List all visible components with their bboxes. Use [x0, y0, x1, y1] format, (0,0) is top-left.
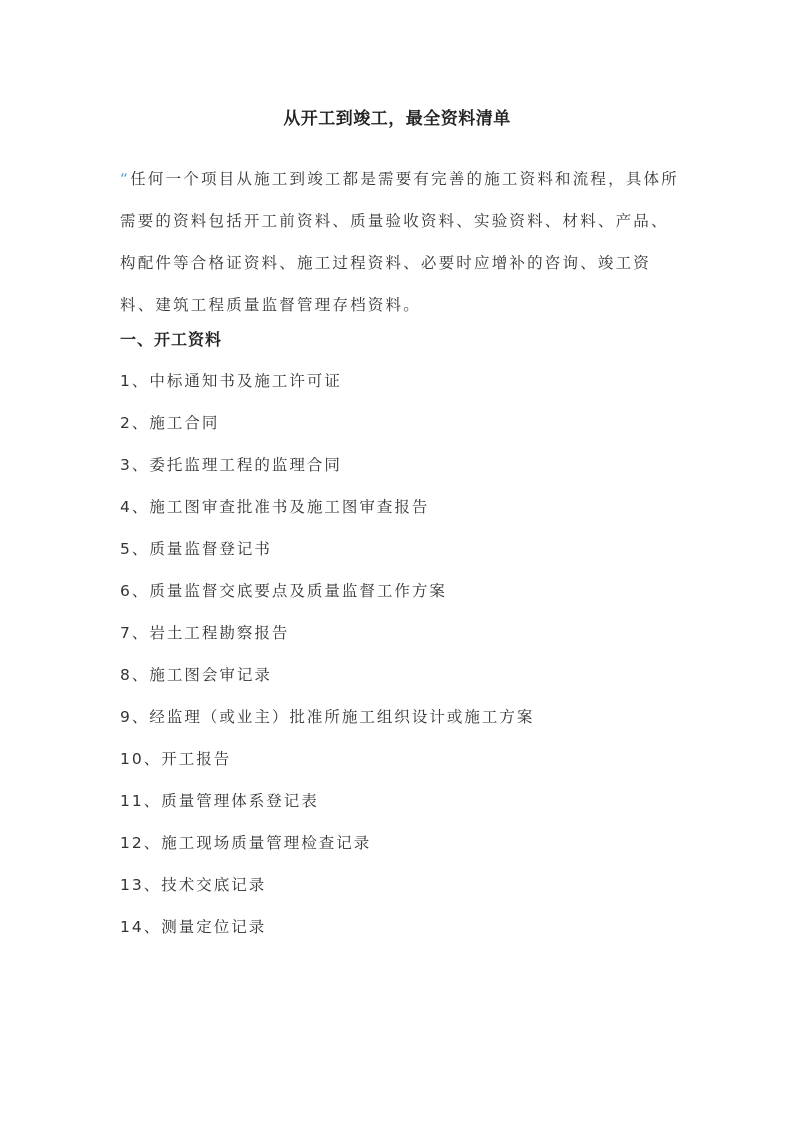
intro-quote-mark: “	[120, 170, 131, 188]
intro-text: 任何一个项目从施工到竣工都是需要有完善的施工资料和流程，具体所需要的资料包括开工前资料、质量验收资料、实验资料、材料、产品、构配件等合格证资料、施工过程资料、必要时应增补的咨询、竣工资料、建筑工程质量监督管理存档资料。	[120, 170, 679, 314]
list-item: 11、质量管理体系登记表	[120, 792, 319, 810]
list-item: 5、质量监督登记书	[120, 540, 272, 558]
section-heading: 一、开工资料	[120, 330, 223, 349]
list-item: 10、开工报告	[120, 750, 232, 768]
list-item: 14、测量定位记录	[120, 918, 267, 936]
list-item: 8、施工图会审记录	[120, 666, 272, 684]
list-item: 3、委托监理工程的监理合同	[120, 456, 342, 474]
document-title: 从开工到竣工，最全资料清单	[283, 109, 511, 129]
list-item: 7、岩土工程勘察报告	[120, 624, 290, 642]
list-item: 6、质量监督交底要点及质量监督工作方案	[120, 582, 447, 600]
intro-paragraph	[120, 158, 680, 326]
list-item: 4、施工图审查批准书及施工图审查报告	[120, 498, 430, 516]
list-item: 1、中标通知书及施工许可证	[120, 372, 342, 390]
list-item: 9、经监理（或业主）批准所施工组织设计或施工方案	[120, 708, 535, 726]
document-item-list	[120, 366, 534, 954]
list-item: 12、施工现场质量管理检查记录	[120, 834, 372, 852]
list-item: 2、施工合同	[120, 414, 220, 432]
list-item: 13、技术交底记录	[120, 876, 267, 894]
